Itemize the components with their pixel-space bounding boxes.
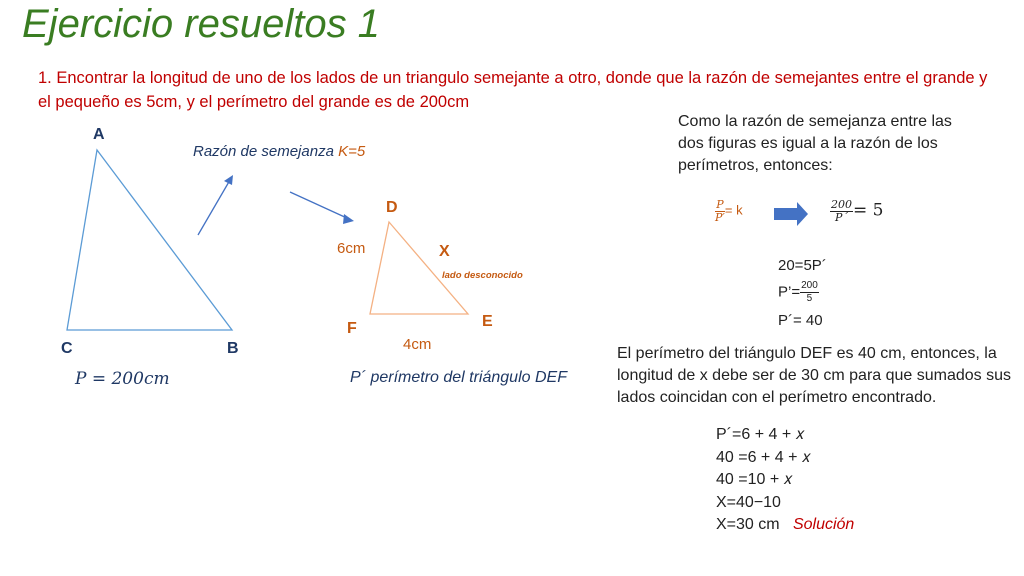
explanation-bottom: El perímetro del triángulo DEF es 40 cm, entonces, la longitud de x debe ser de 30 cm para que sumados sus lados coincidan con el perímetro encontrado.	[617, 345, 1012, 406]
rhs-suffix: = 5	[853, 200, 884, 221]
final-step-4: X=40−10	[716, 493, 781, 511]
unknown-side-desc: lado desconocido	[442, 270, 523, 281]
final-steps	[716, 424, 936, 537]
small-triangle	[370, 222, 468, 314]
vertex-b-label: B	[227, 340, 239, 357]
explanation-top: Como la razón de semejanza entre las dos figuras es igual a la razón de los perímetros, entonces:	[678, 113, 952, 174]
ratio-formula-left	[715, 199, 743, 224]
ratio-label	[193, 143, 365, 160]
rhs-den: P´	[835, 211, 848, 224]
ratio-prefix: Razón de semejanza	[193, 143, 339, 160]
side-fe-length: 4cm	[403, 336, 432, 353]
big-triangle	[67, 150, 232, 330]
block-arrow	[774, 202, 808, 226]
vertex-d-label: D	[386, 199, 398, 216]
solve-step-3: P´= 40	[778, 312, 823, 329]
lhs-suffix: = k	[724, 202, 743, 218]
final-step-5-text: X=30 cm	[716, 516, 780, 533]
step2-den: 5	[806, 293, 813, 304]
arrow-down-right	[290, 192, 349, 219]
vertex-e-label: E	[482, 313, 493, 330]
slide-title: Ejercicio resueltos 1	[22, 2, 380, 46]
rhs-num: 200	[831, 198, 852, 211]
arrow-up-right	[198, 180, 230, 235]
final-step-3: 40 =10 + 𝑥	[716, 471, 793, 488]
vertex-f-label: F	[347, 320, 357, 337]
big-perimeter: P = 200cm	[75, 369, 170, 389]
solve-step-2	[778, 280, 819, 305]
step2-prefix: P’=	[778, 283, 801, 301]
solution-label: Solución	[792, 516, 855, 533]
lhs-num: P	[716, 198, 724, 211]
side-df-length: 6cm	[337, 240, 366, 257]
lhs-den: P′	[715, 211, 725, 224]
unknown-side-label: X	[439, 243, 450, 260]
step2-num: 200	[801, 280, 818, 291]
vertex-c-label: C	[61, 340, 73, 357]
problem-statement: 1. Encontrar la longitud de uno de los lados de un triangulo semejante a otro, donde que la razón de semejantes entre el grande y el pequeño es 5cm, y el perímetro del grande es de 200cm	[38, 69, 988, 111]
ratio-k: K=5	[338, 143, 366, 160]
ratio-formula-right	[830, 199, 883, 224]
small-perimeter: P´ perímetro del triángulo DEF	[350, 369, 567, 386]
solve-step-1: 20=5P´	[778, 257, 827, 274]
final-step-5	[716, 514, 936, 537]
final-step-1: P´=6 + 4 + 𝑥	[716, 426, 805, 443]
vertex-a-label: A	[93, 126, 105, 143]
final-step-2: 40 =6 + 4 + 𝑥	[716, 448, 811, 466]
